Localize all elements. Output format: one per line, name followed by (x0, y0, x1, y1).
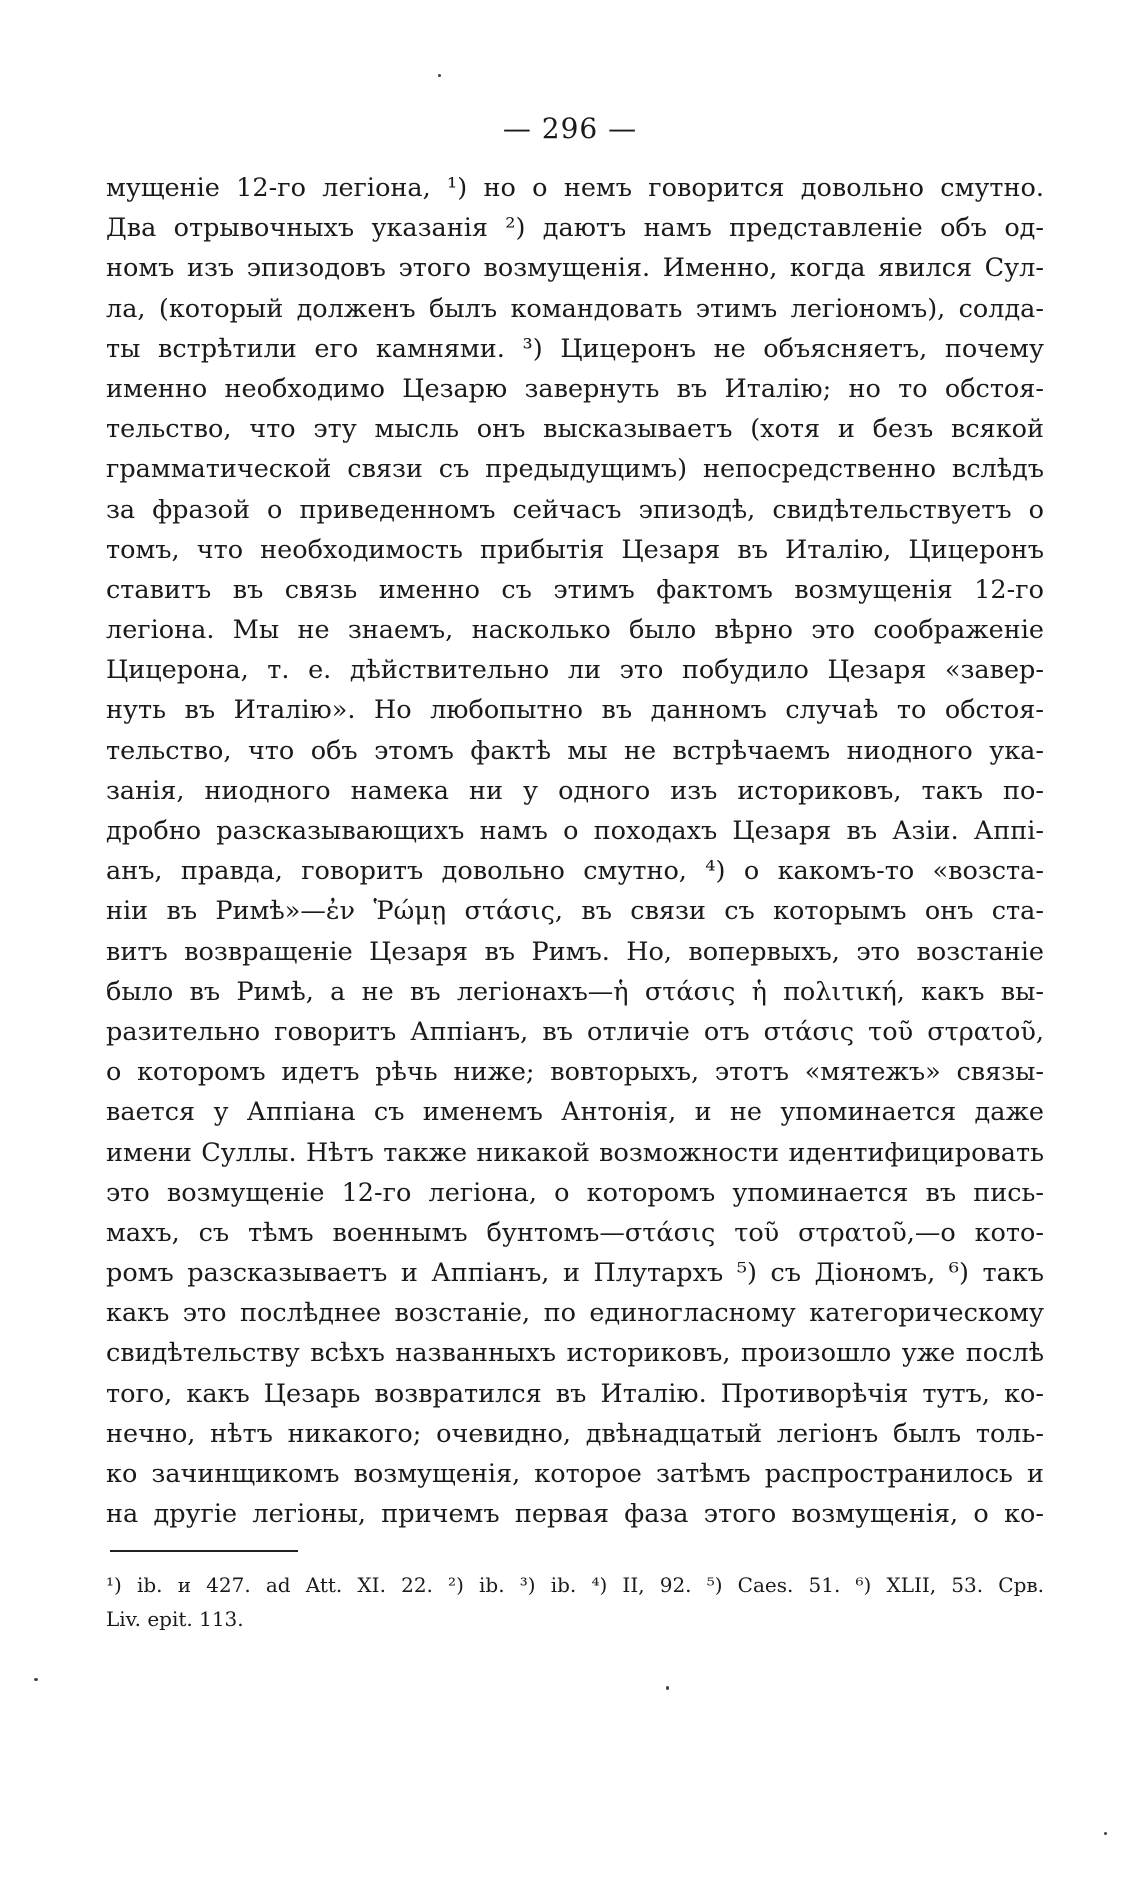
text-line: того, какъ Цезарь возвратился въ Италію. Противорѣчія тутъ, ко- (106, 1378, 1044, 1409)
text-line: какъ это послѣднее возстаніе, по единогласному категорическому (106, 1298, 1044, 1329)
text-line: Цицерона, т. е. дѣйствительно ли это побудило Цезаря «завер- (106, 655, 1044, 686)
paper-speck (666, 1686, 669, 1690)
text-line: томъ, что необходимость прибытія Цезаря въ Италію, Цицеронъ (106, 534, 1044, 565)
text-line: нуть въ Италію». Но любопытно въ данномъ случаѣ то обстоя- (106, 695, 1044, 726)
text-line: анъ, правда, говоритъ довольно смутно, ⁴) о какомъ-то «возста- (106, 856, 1044, 887)
text-line: о которомъ идетъ рѣчь ниже; вовторыхъ, этотъ «мятежъ» связы- (106, 1057, 1044, 1088)
text-line: разительно говоритъ Аппіанъ, въ отличіе отъ στάσις τοῦ στρατοῦ, (106, 1016, 1044, 1047)
text-line: тельство, что эту мысль онъ высказываетъ (хотя и безъ всякой (106, 414, 1044, 445)
text-line: ніи въ Римѣ»—ἐν Ῥώμῃ στάσις, въ связи съ которымъ онъ ста- (106, 896, 1044, 927)
text-line: на другіе легіоны, причемъ первая фаза этого возмущенія, о ко- (106, 1499, 1044, 1530)
footnote-line: ¹) ib. и 427. ad Att. XI. 22. ²) ib. ³) ib. ⁴) II, 92. ⁵) Caes. 51. ⁶) XLII, 53. Срв. (106, 1573, 1044, 1597)
page-number: — 296 — (502, 112, 638, 145)
text-line: дробно разсказывающихъ намъ о походахъ Цезаря въ Азіи. Аппі- (106, 816, 1044, 846)
text-line: номъ изъ эпизодовъ этого возмущенія. Именно, когда явился Сул- (106, 253, 1044, 284)
text-line: нечно, нѣтъ никакого; очевидно, двѣнадцатый легіонъ былъ толь- (106, 1418, 1044, 1449)
text-line: за фразой о приведенномъ сейчасъ эпизодѣ, свидѣтельствуетъ о (106, 494, 1044, 525)
text-line: именно необходимо Цезарю завернуть въ Италію; но то обстоя- (106, 373, 1044, 404)
text-line: махъ, съ тѣмъ военнымъ бунтомъ—στάσις τοῦ στρατοῦ,—о кото- (106, 1217, 1044, 1248)
text-line: вается у Аппіана съ именемъ Антонія, и не упоминается даже (106, 1097, 1044, 1128)
text-line: ко зачинщикомъ возмущенія, которое затѣмъ распространилось и (106, 1459, 1044, 1489)
text-line: тельство, что объ этомъ фактѣ мы не встрѣчаемъ ниодного ука- (106, 735, 1044, 766)
footnotes (106, 1568, 1044, 1636)
text-line: ставитъ въ связь именно съ этимъ фактомъ возмущенія 12-го (106, 574, 1044, 605)
text-line: было въ Римѣ, а не въ легіонахъ—ἡ στάσις ἡ πολιτική, какъ вы- (106, 976, 1044, 1007)
text-line: имени Суллы. Нѣтъ также никакой возможности идентифицировать (106, 1137, 1044, 1168)
text-line: ромъ разсказываетъ и Аппіанъ, и Плутархъ ⁵) съ Діономъ, ⁶) такъ (106, 1258, 1044, 1289)
footnote-rule (110, 1550, 298, 1552)
text-line: легіона. Мы не знаемъ, насколько было вѣрно это соображеніе (106, 615, 1044, 646)
footnote-line: Liv. epit. 113. (106, 1607, 244, 1631)
text-line: свидѣтельству всѣхъ названныхъ историковъ, произошло уже послѣ (106, 1338, 1044, 1369)
text-line: это возмущеніе 12-го легіона, о которомъ упоминается въ пись- (106, 1177, 1044, 1208)
text-line: ла, (который долженъ былъ командовать этимъ легіономъ), солда- (106, 293, 1044, 324)
text-line: витъ возвращеніе Цезаря въ Римъ. Но, вопервыхъ, это возстаніе (106, 936, 1044, 967)
text-line: мущеніе 12-го легіона, ¹) но о немъ говорится довольно смутно. (106, 173, 1044, 203)
paper-speck (1104, 1832, 1107, 1835)
paper-speck (438, 74, 441, 77)
text-line: занія, ниодного намека ни у одного изъ историковъ, такъ по- (106, 775, 1044, 806)
text-line: Два отрывочныхъ указанія ²) даютъ намъ представленіе объ од- (106, 213, 1044, 244)
text-line: грамматической связи съ предыдущимъ) непосредственно вслѣдъ (106, 454, 1044, 485)
paper-speck (34, 1678, 38, 1681)
body-text (106, 168, 1044, 1534)
text-line: ты встрѣтили его камнями. ³) Цицеронъ не объясняетъ, почему (106, 333, 1044, 364)
